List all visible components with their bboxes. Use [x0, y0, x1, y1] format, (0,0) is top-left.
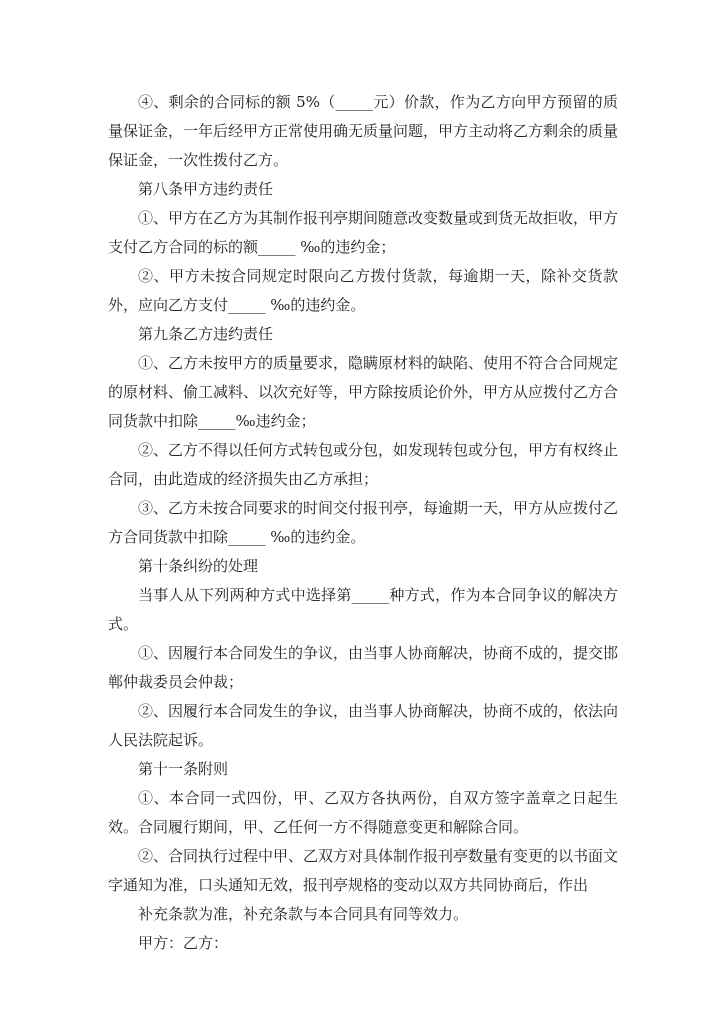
clause-9-item-1: ①、乙方未按甲方的质量要求，隐瞒原材料的缺陷、使用不符合合同规定的原材料、偷工减料、以次充好等，甲方除按质论价外，甲方从应拨付乙方合同货款中扣除_____‰违约金； — [108, 354, 619, 430]
clause-10-intro: 当事人从下列两种方式中选择第_____种方式，作为本合同争议的解决方式。 — [108, 586, 618, 633]
clause-9-item-2: ②、乙方不得以任何方式转包或分包，如发现转包或分包，甲方有权终止合同，由此造成的经济损失由乙方承担； — [108, 441, 619, 488]
clause-9-item-3: ③、乙方未按合同要求的时间交付报刊亭，每逾期一天，甲方从应拨付乙方合同货款中扣除_____ ‰的违约金。 — [108, 499, 619, 546]
clause-11-item-2-continued: 补充条款为准，补充条款与本合同具有同等效力。 — [138, 905, 469, 923]
clause-8-item-2: ②、甲方未按合同规定时限向乙方拨付货款，每逾期一天，除补交货款外，应向乙方支付_____ ‰的违约金。 — [108, 267, 618, 314]
article-11-heading: 第十一条附则 — [138, 760, 229, 778]
document-page — [108, 88, 618, 958]
clause-10-item-2: ②、因履行本合同发生的争议，由当事人协商解决，协商不成的，依法向人民法院起诉。 — [108, 702, 619, 749]
clause-8-item-1: ①、甲方在乙方为其制作报刊亭期间随意改变数量或到货无故拒收，甲方支付乙方合同的标的额_____ ‰的违约金； — [108, 209, 619, 256]
article-10-heading: 第十条纠纷的处理 — [138, 557, 259, 575]
clause-7-item-4: ④、剩余的合同标的额 5%（_____元）价款，作为乙方向甲方预留的质量保证金，一年后经甲方正常使用确无质量问题，甲方主动将乙方剩余的质量保证金，一次性拨付乙方。 — [108, 93, 619, 169]
clause-11-item-2: ②、合同执行过程中甲、乙双方对具体制作报刊亭数量有变更的以书面文字通知为准，口头通知无效，报刊亭规格的变动以双方共同协商后，作出 — [108, 847, 619, 894]
clause-10-item-1: ①、因履行本合同发生的争议，由当事人协商解决，协商不成的，提交邯郸仲裁委员会仲裁； — [108, 644, 619, 691]
signature-line: 甲方：乙方： — [138, 934, 229, 952]
article-8-heading: 第八条甲方违约责任 — [138, 180, 274, 198]
clause-11-item-1: ①、本合同一式四份，甲、乙双方各执两份，自双方签字盖章之日起生效。合同履行期间，甲、乙任何一方不得随意变更和解除合同。 — [108, 789, 618, 836]
article-9-heading: 第九条乙方违约责任 — [138, 325, 274, 343]
